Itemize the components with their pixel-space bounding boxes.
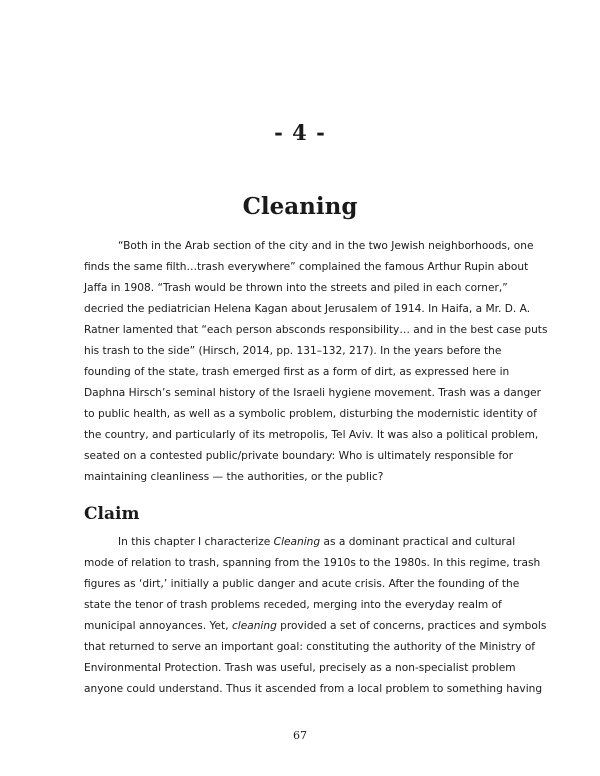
text-line: founding of the state, trash emerged first as a form of dirt, as expressed here in	[84, 366, 510, 378]
text-line	[84, 532, 516, 553]
text-line: anyone could understand. Thus it ascended from a local problem to something having	[84, 683, 543, 695]
chapter-title: Cleaning	[242, 193, 358, 220]
text-line: “Both in the Arab section of the city and in the two Jewish neighborhoods, one	[118, 240, 534, 252]
text-line: state the tenor of trash problems receded, merging into the everyday realm of	[84, 599, 502, 611]
page-number: 67	[293, 729, 307, 742]
text-line: Environmental Protection. Trash was useful, precisely as a non-specialist problem	[84, 662, 516, 674]
text-line: Ratner lamented that “each person absconds responsibility… and in the best case puts	[84, 324, 548, 336]
text-line	[84, 616, 547, 637]
text-line: his trash to the side” (Hirsch, 2014, pp. 131–132, 217). In the years before the	[84, 345, 502, 357]
claim-paragraph	[84, 532, 547, 700]
intro-paragraph	[84, 236, 548, 488]
text-line: maintaining cleanliness — the authorities, or the public?	[84, 471, 384, 483]
text-segment: municipal annoyances. Yet,	[84, 620, 232, 632]
text-line: to public health, as well as a symbolic problem, disturbing the modernistic identity of	[84, 408, 537, 420]
text-line: mode of relation to trash, spanning from the 1910s to the 1980s. In this regime, trash	[84, 557, 541, 569]
text-line: figures as ‘dirt,’ initially a public danger and acute crisis. After the founding of the	[84, 578, 520, 590]
text-line: that returned to serve an important goal: constituting the authority of the Ministry of	[84, 641, 536, 653]
emphasis-cleaning: cleaning	[231, 620, 277, 632]
text-line: decried the pediatrician Helena Kagan about Jerusalem of 1914. In Haifa, a Mr. D. A.	[84, 303, 531, 315]
text-line: seated on a contested public/private boundary: Who is ultimately responsible for	[84, 450, 513, 462]
text-line: Jaffa in 1908. “Trash would be thrown into the streets and piled in each corner,”	[84, 282, 508, 294]
chapter-number: - 4 -	[274, 120, 326, 145]
text-segment: provided a set of concerns, practices and symbols	[276, 620, 547, 632]
text-line: the country, and particularly of its metropolis, Tel Aviv. It was also a political problem,	[84, 429, 539, 441]
text-segment: In this chapter I characterize	[118, 536, 274, 548]
emphasis-cleaning: Cleaning	[273, 536, 321, 548]
text-line: Daphna Hirsch’s seminal history of the Israeli hygiene movement. Trash was a danger	[84, 387, 542, 399]
text-segment: as a dominant practical and cultural	[320, 536, 516, 548]
text-line: finds the same filth…trash everywhere” complained the famous Arthur Rupin about	[84, 261, 529, 273]
section-heading-claim: Claim	[84, 504, 140, 524]
